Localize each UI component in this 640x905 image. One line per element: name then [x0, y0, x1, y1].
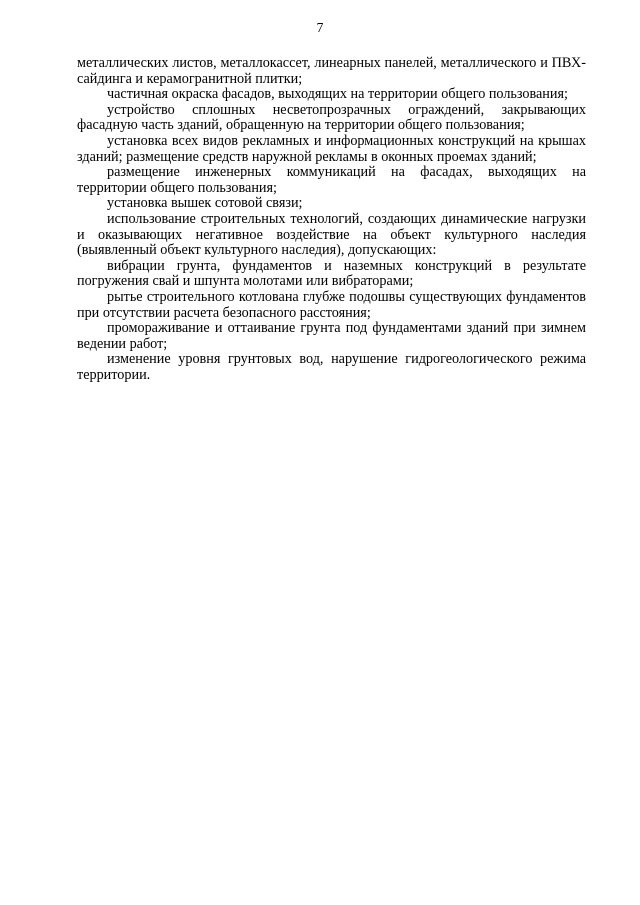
paragraph: промораживание и оттаивание грунта под фундаментами зданий при зимнем ведении работ; — [77, 320, 586, 352]
page-number: 7 — [316, 20, 324, 35]
document-body — [77, 56, 586, 383]
paragraph: изменение уровня грунтовых вод, нарушение гидрогеологического режима территории. — [77, 351, 586, 383]
paragraph: частичная окраска фасадов, выходящих на территории общего пользования; — [107, 86, 568, 103]
paragraph: установка вышек сотовой связи; — [107, 195, 303, 212]
paragraph: использование строительных технологий, создающих динамические нагрузки и оказывающих негативное воздействие на объект культурного наследия (выявленный объект культурного наследия), допускающих: — [77, 210, 586, 259]
paragraph: устройство сплошных несветопрозрачных ограждений, закрывающих фасадную часть зданий, обращенную на территории общего пользования; — [77, 101, 586, 134]
paragraph: вибрации грунта, фундаментов и наземных конструкций в результате погружения свай и шпунта молотами или вибраторами; — [77, 257, 586, 290]
paragraph: рытье строительного котлована глубже подошвы существующих фундаментов при отсутствии расчета безопасного расстояния; — [77, 288, 586, 321]
paragraph: металлических листов, металлокассет, линеарных панелей, металлического и ПВХ-сайдинга и керамогранитной плитки; — [77, 55, 586, 87]
paragraph: размещение инженерных коммуникаций на фасадах, выходящих на территории общего пользования; — [77, 164, 586, 196]
paragraph: установка всех видов рекламных и информационных конструкций на крышах зданий; размещение средств наружной рекламы в оконных проемах зданий; — [77, 132, 586, 165]
